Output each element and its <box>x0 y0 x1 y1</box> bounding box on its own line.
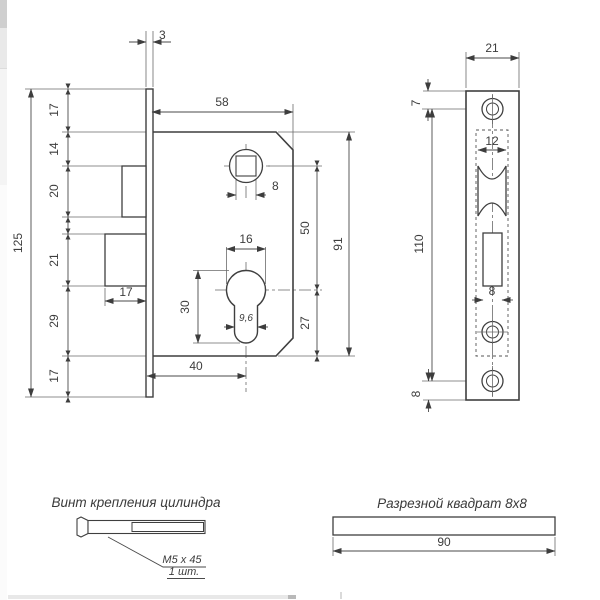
deadbolt-cutout <box>483 233 502 286</box>
dim-cyl-height: 30 <box>178 300 192 314</box>
dim-bar-length: 90 <box>437 535 451 549</box>
cylinder-hole <box>227 271 266 343</box>
dim-body-height: 91 <box>331 237 345 251</box>
dim-bolt-cutout-width: 8 <box>488 284 496 298</box>
dim-seg-29: 29 <box>47 314 61 328</box>
screw-head <box>77 517 88 537</box>
dim-seg-17a: 17 <box>47 103 61 117</box>
dim-seg-17b: 17 <box>47 369 61 383</box>
screw-qty: 1 шт. <box>168 566 200 578</box>
dim-cyl-neck: 9,6 <box>239 313 253 324</box>
dim-faceplate-thickness: 3 <box>159 28 166 42</box>
dim-total-height: 125 <box>11 232 25 254</box>
dim-bottom-screw-offset: 8 <box>409 390 423 398</box>
square-bar-detail <box>333 496 555 556</box>
dim-backset: 40 <box>189 359 203 373</box>
dim-seg-20: 20 <box>47 184 61 198</box>
screw-detail-title: Винт крепления цилиндра <box>51 495 221 510</box>
faceplate-side <box>146 89 153 397</box>
dim-centers-50: 50 <box>298 221 312 235</box>
bottom-scrollbar-fragment[interactable] <box>8 595 296 599</box>
left-scrollbar-fragment[interactable] <box>0 0 7 600</box>
screw-spec: M5 x 45 <box>162 554 202 566</box>
square-bar-title: Разрезной квадрат 8x8 <box>377 496 527 511</box>
dim-seg-14: 14 <box>47 142 61 156</box>
dim-cyl-width: 16 <box>239 232 253 246</box>
dim-latch-cutout-width: 12 <box>485 134 499 148</box>
dim-body-width: 58 <box>215 95 229 109</box>
deadbolt-side <box>105 234 146 286</box>
dim-top-screw-offset: 7 <box>409 99 423 107</box>
bottom-edge-mark <box>340 592 342 599</box>
dim-bolt-throw: 17 <box>119 285 133 299</box>
dim-plate-width: 21 <box>485 41 499 55</box>
front-view <box>409 41 519 412</box>
spindle-hole <box>230 150 263 183</box>
dim-cyl-to-bottom: 27 <box>298 316 312 330</box>
side-view <box>11 28 355 403</box>
dim-seg-21: 21 <box>47 253 61 267</box>
screw-detail <box>51 495 221 579</box>
dim-screw-centers: 110 <box>412 234 426 254</box>
dim-spindle-square: 8 <box>272 179 279 193</box>
square-bar <box>333 517 555 535</box>
scrollbar-thumb[interactable] <box>0 0 7 28</box>
latch-bolt-side <box>122 166 146 217</box>
